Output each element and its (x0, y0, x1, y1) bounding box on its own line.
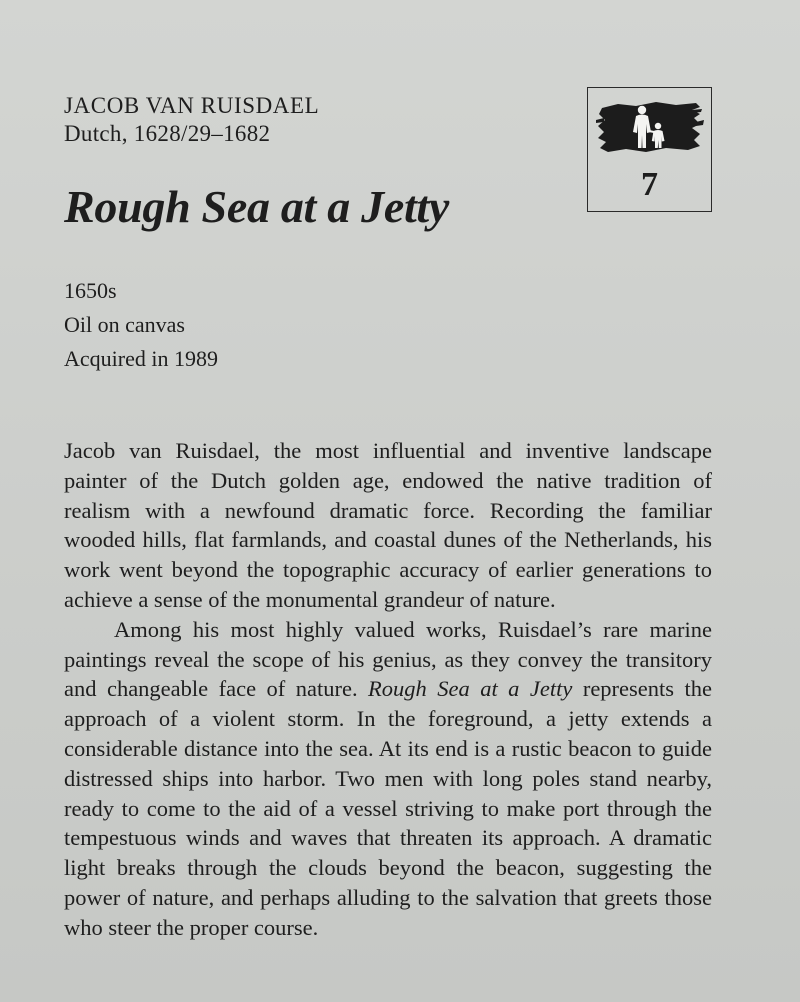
artwork-date: 1650s (64, 278, 117, 303)
description-p2-intro: Among his most highly valued works, Ruisdael’s rare marine paintings reveal the scope of his genius, as they convey the transitory and changeable face of nature. (64, 616, 712, 702)
artist-nationality-dates: Dutch, 1628/29–1682 (64, 121, 271, 146)
artwork-medium: Oil on canvas (64, 312, 185, 337)
artwork-title: Rough Sea at a Jetty (64, 181, 450, 232)
adult-and-child-icon (596, 98, 704, 160)
description-p2-body: represents the approach of a violent storm. In the foreground, a jetty extends a considerable distance into the sea. At its end is a rustic beacon to guide distressed ships into harbor. Two men with long poles stand nearby, ready to come to the aid of a vessel striving to make port through the tempestuous winds and waves that threaten its approach. A dramatic light breaks through the clouds beyond the beacon, suggesting the power of nature, and perhaps alluding to the salvation that greets those who steer the proper course. (64, 676, 712, 940)
artwork-acquisition: Acquired in 1989 (64, 346, 218, 371)
artwork-description (64, 436, 712, 943)
description-paragraph-1: Jacob van Ruisdael, the most influential and inventive landscape painter of the Dutch golden age, endowed the native tradition of realism with a newfound dramatic force. Recording the familiar wooded hills, flat farmlands, and coastal dunes of the Netherlands, his work went beyond the topographic accuracy of earlier generations to achieve a sense of the monumental grandeur of nature. (64, 438, 712, 612)
description-p2-title: Rough Sea at a Jetty (368, 676, 573, 702)
family-guide-badge (587, 87, 712, 212)
artist-name: JACOB VAN RUISDAEL (64, 93, 320, 118)
artist-info (64, 92, 319, 148)
description-paragraph-2 (64, 615, 712, 943)
family-guide-number: 7 (641, 166, 658, 203)
artwork-details (64, 274, 218, 376)
